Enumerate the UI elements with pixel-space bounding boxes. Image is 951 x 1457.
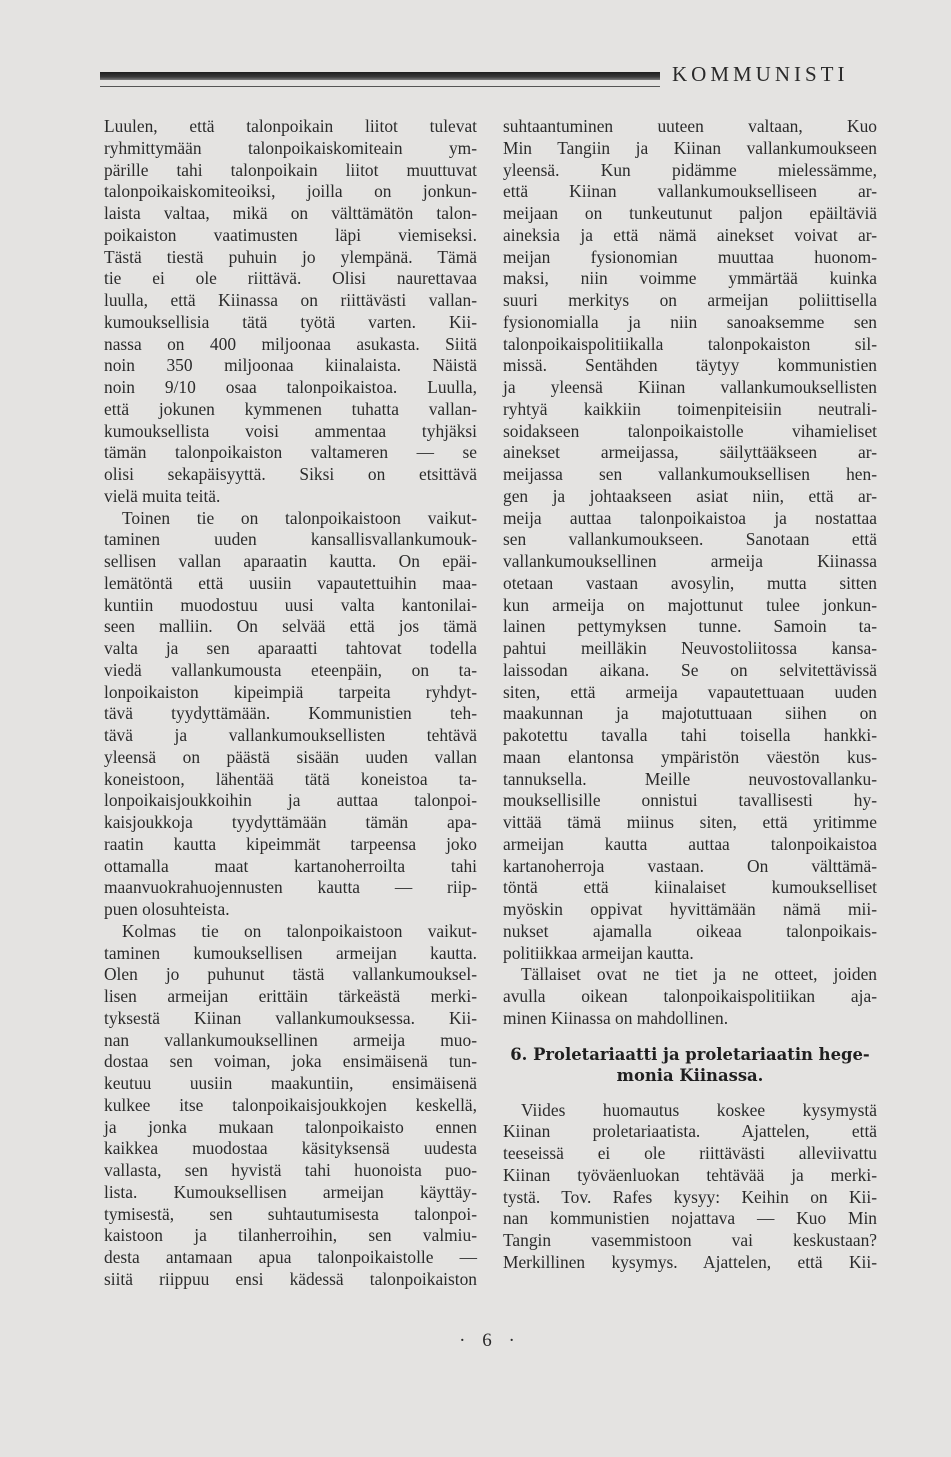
text-line: tävä ja vallankumouksellisten tehtävä [104, 725, 477, 745]
text-line: nan kommunistien nojattava — Kuo Min [503, 1208, 877, 1229]
text-line: vielä muita teitä. [104, 485, 221, 506]
text-line: pakotettu tavalla tahi toisella hankki- [503, 725, 877, 745]
text-line: maan elantonsa ympäristön väestön kus- [503, 746, 877, 767]
text-line: politiikkaa armeijan kautta. [503, 942, 694, 963]
text-line: nan vallankumouksellinen armeija muo- [104, 1029, 477, 1050]
text-line: raatin kautta kipeimmät tarpeensa joko [104, 833, 477, 854]
text-line: maanvuokrahuojennusten kautta — riip- [104, 877, 477, 898]
text-line: meijan fysionomian muuttaa huonom- [503, 246, 877, 267]
text-line: lista. Kumouksellisen armeijan käyttäy- [104, 1181, 477, 1202]
text-line: keutuu uusiin maakuntiin, ensimäisenä [104, 1073, 477, 1093]
text-line: lonpoikaiston kipeimpiä tarpeita ryhdyt- [104, 681, 477, 702]
text-line: kuntiin muodostuu uusi valta kantonilai- [104, 594, 477, 615]
text-line: talonpoikaispolitiikalla talonpokaiston sil- [503, 333, 877, 354]
text-line: taminen uuden kansallisvallankumouk- [104, 529, 477, 550]
section-heading-line: 6. Proletariaatti ja proletariaatin hege- [510, 1044, 870, 1064]
text-line: sellisen vallan aparaatin kautta. On epäi- [104, 551, 477, 571]
text-line: tannuksella. Meille neuvostovallanku- [503, 768, 877, 789]
text-line: ja jonka mukaan talonpoikaisto ennen [104, 1116, 477, 1137]
text-line: koneistoon, lähentää tätä koneistoa ta- [104, 768, 477, 789]
text-line: maksi, niin voimme ymmärtää kuinka [503, 268, 877, 289]
text-line: meijaan on tunkeutunut paljon epäiltäviä [503, 203, 877, 223]
text-line: kulkee itse talonpoikaisjoukkojen keskellä, [104, 1094, 477, 1115]
right-column [503, 116, 877, 1274]
text-line: vallasta, sen hyvistä tahi huonoista puo- [104, 1160, 477, 1180]
text-line: pärille tahi talonpoikain liitot muuttuvat [104, 159, 477, 180]
text-line: Toinen tie on talonpoikaistoon vaikut- [122, 507, 477, 528]
text-line: noin 350 miljoonaa kiinalaista. Näistä [104, 355, 477, 376]
text-line: maakunnan ja majotuttuaan siihen on [503, 703, 877, 724]
text-line: töntä että kiinalaiset kumoukselliset [503, 877, 877, 898]
text-line: ja yleensä Kiinan vallankumouksellisten [503, 377, 877, 397]
text-line: olisi sekapäisyyttä. Siksi on etsittävä [104, 464, 477, 484]
text-line: kun armeija on majottunut tulee jonkun- [503, 594, 877, 615]
text-line: lonpoikaisjoukkoihin ja auttaa talonpoi- [104, 790, 477, 811]
text-line: Tästä tiestä puhuin jo ylempänä. Tämä [104, 246, 477, 267]
text-line: pahtui meilläkin Neuvostoliitossa kansa- [503, 638, 877, 658]
text-line: puen olosuhteista. [104, 899, 230, 919]
text-line: taminen kumouksellisen armeijan kautta. [104, 942, 477, 963]
text-line: yleensä. Kun pidämme mielessämme, [503, 159, 877, 180]
section-heading-line: monia Kiinassa. [616, 1065, 764, 1085]
text-line: nassa on 400 miljoonaa asukasta. Siitä [104, 333, 477, 354]
text-line: Kiinan työväenluokan tehtävää ja merki- [503, 1164, 877, 1185]
text-line: Kiinan proletariaatista. Ajattelen, että [503, 1121, 877, 1142]
text-line: ottamalla maat kartanoherroilta tahi [104, 855, 477, 876]
text-line: valta ja sen aparaatti tahtovat todella [104, 638, 477, 658]
left-column [104, 116, 477, 1291]
text-line: että jokunen kymmenen tuhatta vallan- [104, 398, 477, 419]
text-line: talonpoikaiskomiteoiksi, joilla on jonkun- [104, 181, 477, 202]
text-line: vallankumouksellinen armeija Kiinassa [503, 551, 877, 571]
text-line: myöskin oppivat hyvittämään nämä mii- [503, 899, 877, 919]
text-line: noin 9/10 osaa talonpoikaistoa. Luulla, [104, 377, 477, 397]
header-thin-rule [100, 86, 660, 87]
running-head: KOMMUNISTI [672, 62, 849, 86]
text-line: viedä vallankumousta eteenpäin, on ta- [104, 659, 477, 680]
text-line: kumouksellisia tätä työtä varten. Kii- [104, 311, 477, 332]
text-line: Luulen, että talonpoikain liitot tulevat [104, 116, 477, 136]
header-rule [100, 72, 660, 80]
text-line: ainekset armeijassa, säilyttääkseen ar- [503, 442, 877, 463]
text-line: siitä riippuu ensi kädessä talonpoikaiston [104, 1268, 477, 1289]
text-line: missä. Sentähden täytyy kommunistien [503, 355, 877, 376]
text-line: ryhtyä kaikkiin toimenpiteisiin neutrali- [503, 398, 877, 419]
text-line: laista valtaa, mikä on välttämätön talon- [104, 203, 477, 223]
text-line: otetaan vastaan avosylin, mutta sitten [503, 572, 877, 593]
text-line: suuri merkitys on armeijan poliittisella [503, 290, 877, 310]
text-line: tävä tyydyttämään. Kommunistien teh- [104, 703, 477, 724]
text-line: seen malliin. On selvää että jos tämä [104, 616, 477, 637]
text-line: mouksellisille onnistui tavallisesti hy- [503, 790, 877, 811]
text-line: lemätöntä että uusiin vapautettuihin maa- [104, 572, 477, 593]
text-line: laissodan aikana. Se on selvitettävissä [503, 659, 877, 680]
text-line: kaisjoukkoja tyydyttämään tämän apa- [104, 812, 477, 832]
text-line: Tällaiset ovat ne tiet ja ne otteet, joiden [521, 964, 877, 985]
text-line: lisen armeijan erittäin tärkeästä merki- [104, 986, 477, 1006]
text-line: gen ja johtaakseen asiat niin, että ar- [503, 485, 877, 506]
text-line: armeijan kautta auttaa talonpoikaistoa [503, 833, 877, 854]
text-line: Merkillinen kysymys. Ajattelen, että Kii- [503, 1251, 877, 1272]
text-line: aineksia ja että nämä ainekset voivat ar- [503, 224, 877, 245]
text-line: luulla, että Kiinassa on riittävästi vallan- [104, 290, 477, 310]
text-line: Min Tangiin ja Kiinan vallankumoukseen [503, 137, 877, 158]
text-line: kartanoherroja vastaan. On välttämä- [503, 855, 877, 876]
text-line: vittää tämä miinus siten, että yritimme [503, 812, 877, 832]
text-line: että Kiinan vallankumoukselliseen ar- [503, 181, 877, 202]
text-line: siten, että armeija vapautettuaan uuden [503, 681, 877, 702]
text-line: soidakseen talonpoikaistolle vihamieliset [503, 420, 877, 441]
text-line: Tangin vasemmistoon vai keskustaan? [503, 1230, 877, 1250]
text-line: lainen pettymyksen tunne. Samoin ta- [503, 616, 877, 637]
text-line: tyksestä Kiinan vallankumouksessa. Kii- [104, 1007, 477, 1028]
text-line: poikaiston vaatimusten läpi viemiseksi. [104, 224, 477, 245]
text-line: yleensä on päästä sisään uuden vallan [104, 746, 477, 767]
text-line: kaikkea muodostaa käsityksensä uudesta [104, 1138, 477, 1159]
section-gap [503, 1086, 877, 1100]
text-line: meija auttaa talonpoikaistoa ja nostattaa [503, 507, 877, 528]
text-line: dostaa sen voiman, joka ensimäisenä tun- [104, 1051, 477, 1072]
text-line: kumouksellista voisi ammentaa tyhjäksi [104, 420, 477, 441]
text-line: tämän talonpoikaiston valtameren — se [104, 442, 477, 463]
text-line: fysionomialla ja niin sanoaksemme sen [503, 311, 877, 332]
text-line: suhtaantuminen uuteen valtaan, Kuo [503, 116, 877, 136]
text-line: teeseissä ei ole riittävästi alleviivattu [503, 1143, 877, 1163]
text-line: tymisestä, sen suhtautumisesta talonpoi- [104, 1203, 477, 1224]
text-line: avulla oikean talonpoikaispolitiikan aja- [503, 986, 877, 1006]
text-line: minen Kiinassa on mahdollinen. [503, 1007, 729, 1028]
text-line: nukset ajamalla oikeaa talonpoikais- [503, 920, 877, 941]
text-line: meijassa sen vallankumouksellisen hen- [503, 464, 877, 484]
text-line: kaistoon ja tilanherroihin, sen valmiu- [104, 1225, 477, 1246]
text-line: tystä. Tov. Rafes kysyy: Keihin on Kii- [503, 1186, 877, 1207]
section-gap [503, 1030, 877, 1044]
text-line: tie ei ole riittävä. Olisi naurettavaa [104, 268, 477, 289]
text-line: Viides huomautus koskee kysymystä [521, 1099, 877, 1120]
page-number: · 6 · [459, 1330, 521, 1351]
text-line: desta antamaan apua talonpoikaistolle — [104, 1247, 477, 1267]
text-line: ryhmittymään talonpoikaiskomiteain ym- [104, 137, 477, 158]
text-line: Kolmas tie on talonpoikaistoon vaikut- [122, 920, 477, 941]
text-line: Olen jo puhunut tästä vallankumouksel- [104, 964, 477, 985]
text-line: sen vallankumoukseen. Sanotaan että [503, 529, 877, 550]
